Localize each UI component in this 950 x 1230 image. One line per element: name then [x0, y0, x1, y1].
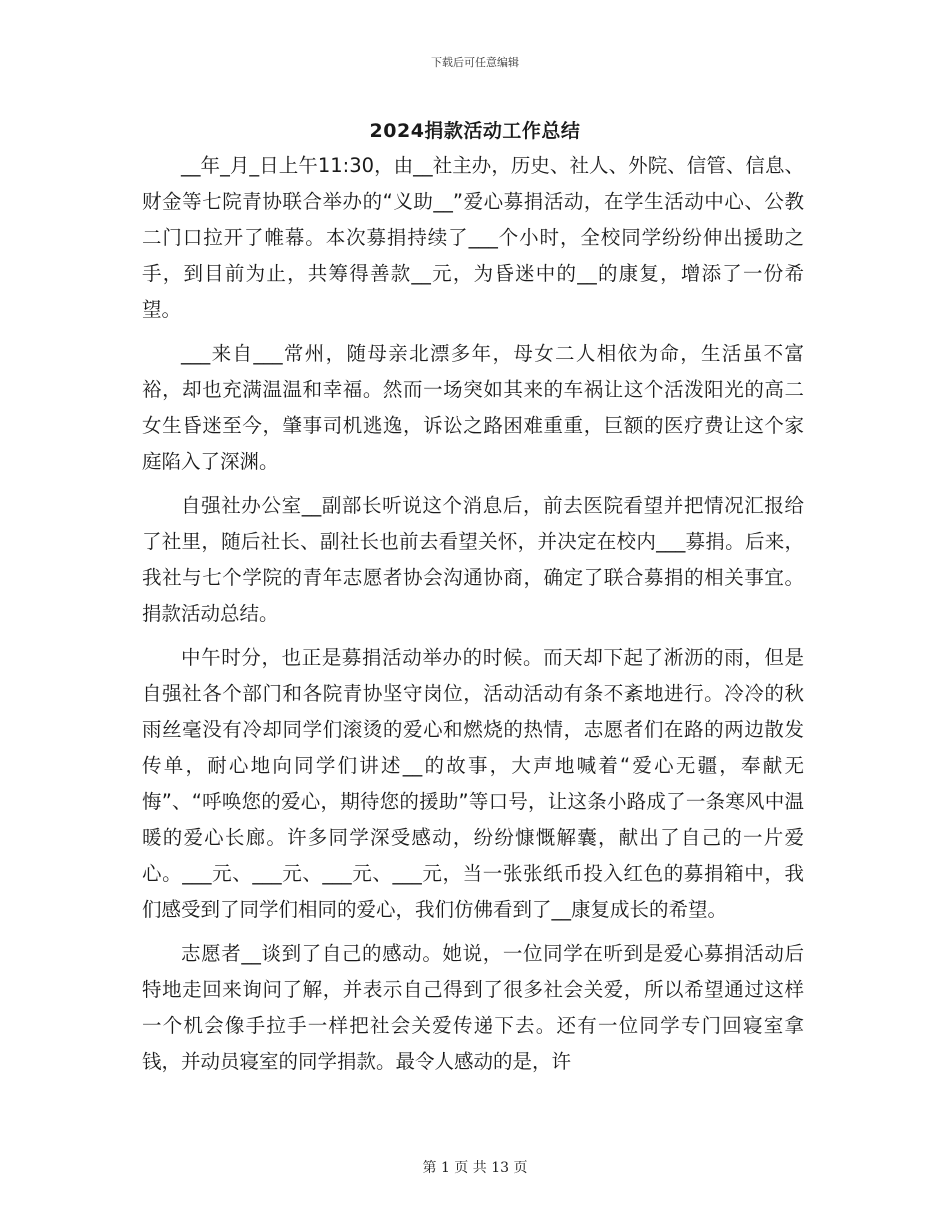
paragraph: 自强社办公室__副部长听说这个消息后，前去医院看望并把情况汇报给了社里，随后社长、副社长也前去看望关怀，并决定在校内___募捐。后来，我社与七个学院的青年志愿者协会沟通协商，确定了联合募捐的相关事宜。捐款活动总结。 — [142, 494, 804, 625]
paragraph: ___来自___常州，随母亲北漂多年，母女二人相依为命，生活虽不富裕，却也充满温温和幸福。然而一场突如其来的车祸让这个活泼阳光的高二女生昏迷至今，肇事司机逃逸，诉讼之路困难重重，巨额的医疗费让这个家庭陷入了深渊。 — [142, 342, 804, 473]
header-note: 下载后可任意编辑 — [431, 56, 519, 69]
page-number: 第 1 页 共 13 页 — [422, 1160, 528, 1176]
document-title: 2024捐款活动工作总结 — [369, 120, 581, 142]
paragraph: __年_月_日上午11:30，由__社主办，历史、社人、外院、信管、信息、财金等七院青协联合举办的“义助__”爱心募捐活动，在学生活动中心、公教二门口拉开了帷幕。本次募捐持续了___个小时，全校同学纷纷伸出援助之手，到目前为止，共筹得善款__元，为昏迷中的__的康复，增添了一份希望。 — [142, 154, 804, 321]
document-body — [142, 148, 804, 1088]
paragraph: 中午时分，也正是募捐活动举办的时候。而天却下起了淅沥的雨，但是自强社各个部门和各院青协坚守岗位，活动活动有条不紊地进行。冷冷的秋雨丝毫没有冷却同学们滚烫的爱心和燃烧的热情，志愿者们在路的两边散发传单，耐心地向同学们讲述__的故事，大声地喊着“爱心无疆，奉献无悔”、“呼唤您的爱心，期待您的援助”等口号，让这条小路成了一条寒风中温暖的爱心长廊。许多同学深受感动，纷纷慷慨解囊，献出了自己的一片爱心。___元、___元、___元、___元，当一张张纸币投入红色的募捐箱中，我们感受到了同学们相同的爱心，我们仿佛看到了__康复成长的希望。 — [142, 646, 804, 921]
paragraph: 志愿者__谈到了自己的感动。她说，一位同学在听到是爱心募捐活动后特地走回来询问了解，并表示自己得到了很多社会关爱，所以希望通过这样一个机会像手拉手一样把社会关爱传递下去。还有一位同学专门回寝室拿钱，并动员寝室的同学捐款。最令人感动的是，许 — [142, 942, 804, 1073]
